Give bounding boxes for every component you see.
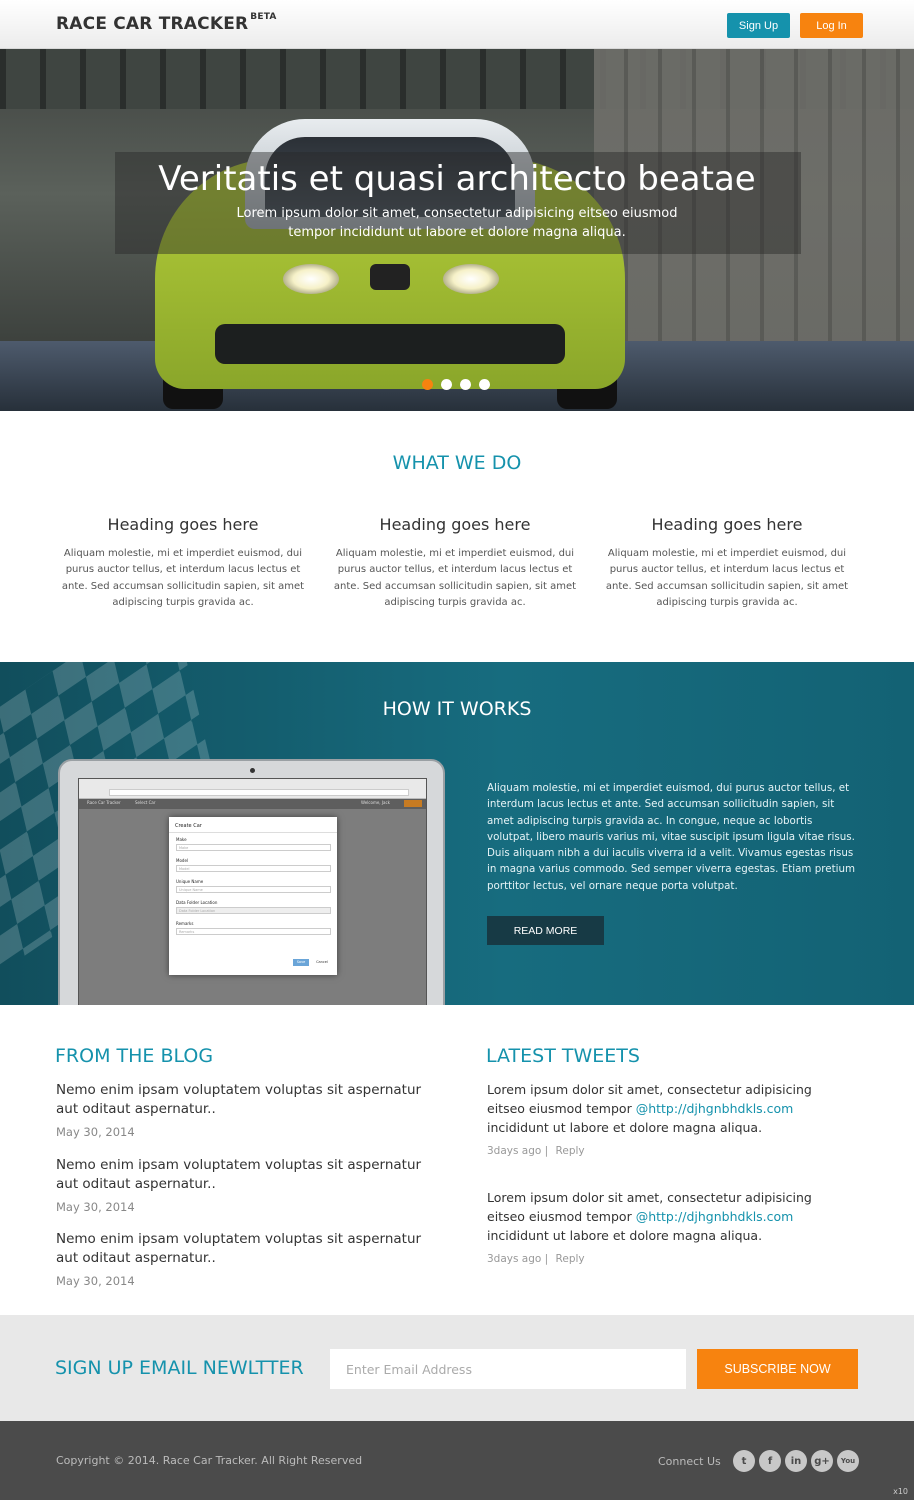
tweet-meta: 3days ago | Reply bbox=[487, 1253, 585, 1265]
car-headlight-right bbox=[443, 264, 499, 294]
corner-label: x10 bbox=[893, 1487, 908, 1496]
blog-post-date: May 30, 2014 bbox=[56, 1274, 135, 1288]
hero-carousel bbox=[0, 49, 914, 411]
field-input-make: Make bbox=[176, 844, 331, 851]
how-it-works-text: Aliquam molestie, mi et imperdiet euismod, dui purus auctor tellus, et interdum lacus lectus et ante. Sed accumsan sollicitudin sapien, sit amet adipiscing turpis gravida ac. In congue, neque ac lobortis volutpat, libero mauris varius mi, vitae suscipit ipsum ligula vitae risus. Duis aliquam nibh a dui iaculis viverra id a velit. Vivamus egestas risus in magna varius commodo. Sed semper viverra egestas. Etiam pretium porttitor lectus, vel ornare neque porta volutpat. bbox=[487, 782, 856, 892]
blog-post-title[interactable]: Nemo enim ipsam voluptatem voluptas sit aspernatur aut oditaut aspernatur.. bbox=[56, 1157, 422, 1192]
car-grille bbox=[370, 264, 410, 290]
tweet-text-start: Lorem ipsum dolor sit amet, consectetur adipisicing eitseo eiusmod tempor bbox=[487, 1082, 812, 1116]
beta-badge: BETA bbox=[250, 12, 277, 22]
feature-text: Aliquam molestie, mi et imperdiet euismod, dui purus auctor tellus, et interdum lacus lectus et ante. Sed accumsan sollicitudin sapien, sit amet adipiscing turpis gravida ac. bbox=[605, 548, 849, 608]
blog-title: FROM THE BLOG bbox=[55, 1045, 214, 1067]
tweet-text bbox=[487, 1080, 817, 1137]
site-header bbox=[0, 0, 914, 49]
modal-cancel-button: Cancel bbox=[316, 960, 328, 964]
field-input-remarks: Remarks bbox=[176, 928, 331, 935]
blog-post-date: May 30, 2014 bbox=[56, 1125, 135, 1139]
feature-heading: Heading goes here bbox=[651, 515, 803, 534]
tweets-title: LATEST TWEETS bbox=[486, 1045, 640, 1067]
modal-title: Create Car bbox=[175, 823, 202, 829]
app-navbar bbox=[79, 799, 427, 809]
carousel-dot-1[interactable] bbox=[422, 379, 433, 390]
blog-post-date: May 30, 2014 bbox=[56, 1200, 135, 1214]
connect-us-label: Connect Us bbox=[658, 1455, 721, 1468]
newsletter-title: SIGN UP EMAIL NEWLTTER bbox=[55, 1357, 304, 1379]
field-label-remarks: Remarks bbox=[176, 921, 194, 926]
tweet-reply-link[interactable]: Reply bbox=[555, 1253, 585, 1265]
how-it-works-title: HOW IT WORKS bbox=[382, 698, 532, 720]
what-we-do-title: WHAT WE DO bbox=[392, 452, 522, 474]
field-label-unique-name: Unique Name bbox=[176, 879, 204, 884]
app-logout-button bbox=[404, 800, 422, 807]
car-headlight-left bbox=[283, 264, 339, 294]
tweet-text bbox=[487, 1188, 817, 1245]
create-car-modal bbox=[169, 817, 337, 975]
blog-post[interactable] bbox=[56, 1156, 436, 1214]
tweet-item bbox=[487, 1080, 817, 1157]
social-links bbox=[733, 1450, 859, 1472]
feature-column-2 bbox=[333, 515, 577, 611]
field-label-model: Model bbox=[176, 858, 189, 863]
app-nav-select: Select Car bbox=[135, 800, 156, 805]
browser-url-bar bbox=[109, 789, 409, 796]
carousel-dots bbox=[422, 379, 490, 390]
laptop-screen bbox=[78, 778, 427, 1005]
carousel-dot-4[interactable] bbox=[479, 379, 490, 390]
copyright-text: Copyright © 2014. Race Car Tracker. All Right Reserved bbox=[56, 1454, 363, 1467]
feature-column-1 bbox=[61, 515, 305, 611]
site-footer bbox=[0, 1421, 914, 1500]
carousel-dot-2[interactable] bbox=[441, 379, 452, 390]
newsletter-section bbox=[0, 1315, 914, 1421]
laptop-screenshot bbox=[58, 759, 445, 1005]
tweet-time: 3days ago bbox=[487, 1145, 542, 1157]
feature-column-3 bbox=[605, 515, 849, 611]
tweet-link[interactable]: @http://djhgnbhdkls.com bbox=[635, 1101, 794, 1116]
twitter-icon[interactable]: t bbox=[733, 1450, 755, 1472]
facebook-icon[interactable]: f bbox=[759, 1450, 781, 1472]
read-more-button[interactable]: READ MORE bbox=[487, 916, 604, 945]
subscribe-button[interactable]: SUBSCRIBE NOW bbox=[697, 1349, 858, 1389]
tweet-link[interactable]: @http://djhgnbhdkls.com bbox=[635, 1209, 794, 1224]
carousel-dot-3[interactable] bbox=[460, 379, 471, 390]
hero-title: Veritatis et quasi architecto beatae bbox=[158, 159, 756, 199]
feature-text: Aliquam molestie, mi et imperdiet euismod, dui purus auctor tellus, et interdum lacus lectus et ante. Sed accumsan sollicitudin sapien, sit amet adipiscing turpis gravida ac. bbox=[333, 548, 577, 608]
blog-post[interactable] bbox=[56, 1081, 436, 1139]
blog-post-title[interactable]: Nemo enim ipsam voluptatem voluptas sit aspernatur aut oditaut aspernatur.. bbox=[56, 1082, 422, 1117]
linkedin-icon[interactable]: in bbox=[785, 1450, 807, 1472]
google-plus-icon[interactable]: g+ bbox=[811, 1450, 833, 1472]
tweet-reply-link[interactable]: Reply bbox=[555, 1145, 585, 1157]
how-it-works-section bbox=[0, 662, 914, 1005]
tweet-meta: 3days ago | Reply bbox=[487, 1145, 585, 1157]
app-nav-welcome: Welcome, Jack bbox=[361, 800, 390, 805]
site-logo[interactable] bbox=[56, 14, 277, 34]
field-input-data-folder: Data Folder Location bbox=[176, 907, 331, 914]
browser-chrome bbox=[79, 779, 427, 799]
tweet-text-end: incididunt ut labore et dolore magna aliqua. bbox=[487, 1120, 763, 1135]
field-label-data-folder: Data Folder Location bbox=[176, 900, 218, 905]
tweet-item bbox=[487, 1188, 817, 1265]
modal-save-button: Save bbox=[293, 959, 309, 966]
blog-post-title[interactable]: Nemo enim ipsam voluptatem voluptas sit aspernatur aut oditaut aspernatur.. bbox=[56, 1231, 422, 1266]
logo-text: RACE CAR TRACKER bbox=[56, 14, 249, 34]
feature-heading: Heading goes here bbox=[107, 515, 259, 534]
blog-post[interactable] bbox=[56, 1230, 436, 1288]
login-button[interactable]: Log In bbox=[800, 13, 863, 38]
signup-button[interactable]: Sign Up bbox=[727, 13, 790, 38]
laptop-camera bbox=[250, 768, 255, 773]
field-label-make: Make bbox=[176, 837, 187, 842]
tweet-text-start: Lorem ipsum dolor sit amet, consectetur adipisicing eitseo eiusmod tempor bbox=[487, 1190, 812, 1224]
feature-heading: Heading goes here bbox=[379, 515, 531, 534]
field-input-model: Model bbox=[176, 865, 331, 872]
hero-subtitle: Lorem ipsum dolor sit amet, consectetur adipisicing eitseo eiusmod tempor incididunt ut labore et dolore magna aliqua. bbox=[236, 206, 678, 240]
app-nav-brand: Race Car Tracker bbox=[87, 800, 121, 805]
feature-text: Aliquam molestie, mi et imperdiet euismod, dui purus auctor tellus, et interdum lacus lectus et ante. Sed accumsan sollicitudin sapien, sit amet adipiscing turpis gravida ac. bbox=[61, 548, 305, 608]
field-input-unique-name: Unique Name bbox=[176, 886, 331, 893]
tweet-time: 3days ago bbox=[487, 1253, 542, 1265]
car-bumper bbox=[215, 324, 565, 364]
youtube-icon[interactable]: You bbox=[837, 1450, 859, 1472]
email-input[interactable] bbox=[330, 1349, 686, 1389]
tweet-text-end: incididunt ut labore et dolore magna aliqua. bbox=[487, 1228, 763, 1243]
modal-divider bbox=[169, 832, 337, 833]
